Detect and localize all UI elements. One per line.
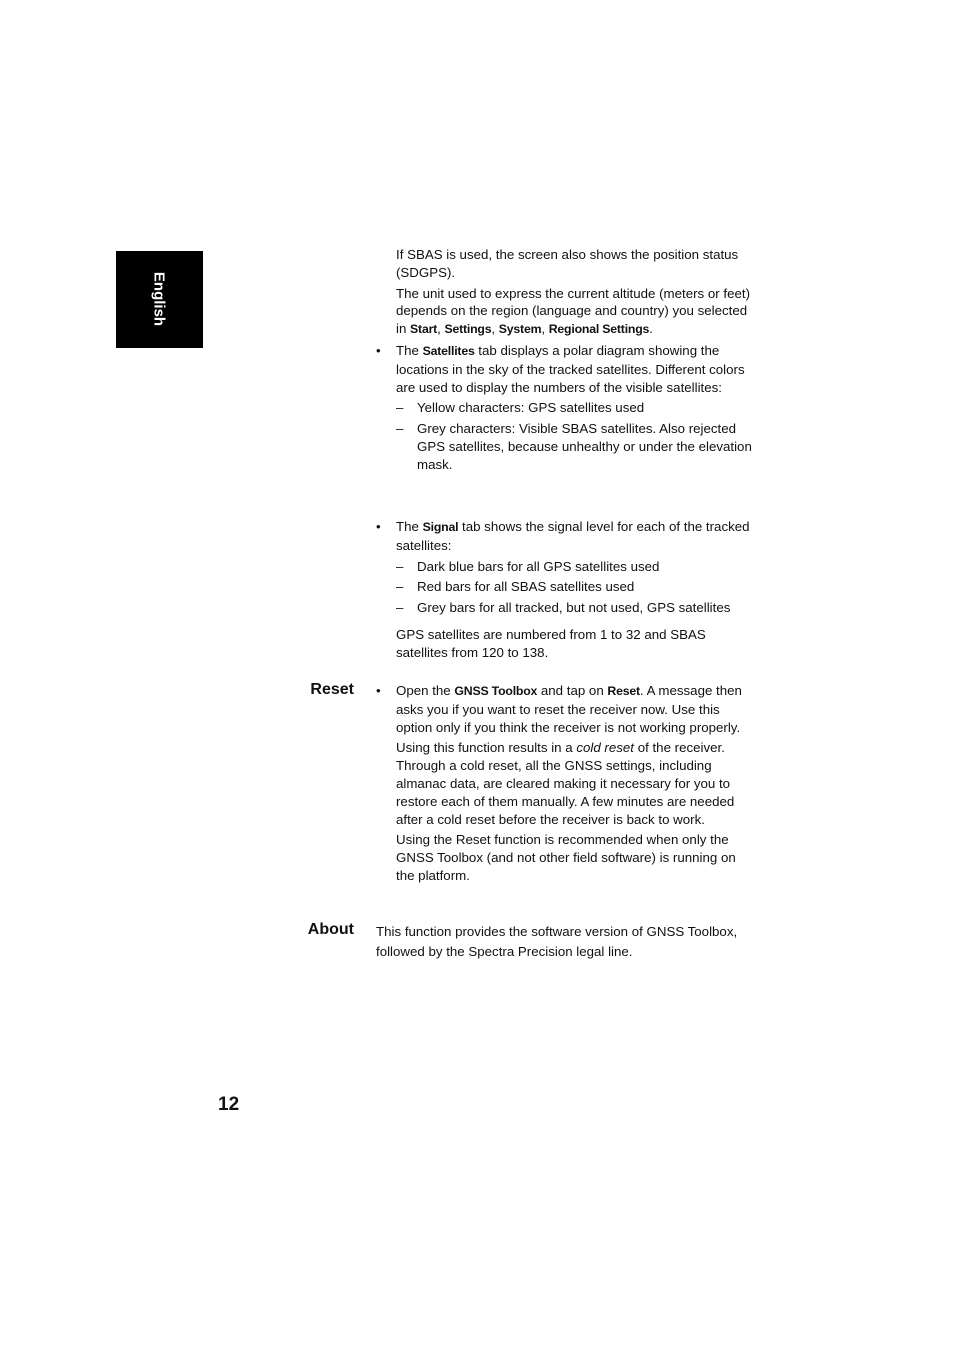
reset-recommendation-paragraph: Using the Reset function is recommended when only the GNSS Toolbox (and not other field software) is running on the platform. <box>396 832 736 883</box>
list-item: – Grey characters: Visible SBAS satellites. Also rejected GPS satellites, because unhealthy or under the elevation mask. <box>396 421 752 472</box>
list-item: – Yellow characters: GPS satellites used <box>396 400 645 416</box>
reset-bullet: • Open the GNSS Toolbox and tap on Reset. A message then asks you if you want to reset the receiver now. Use this option only if you think the receiver is not working properly. <box>376 683 742 735</box>
satellites-bullet: • The Satellites tab displays a polar diagram showing the locations in the sky of the tracked satellites. Different colors are used to display the numbers of the visible satellites: <box>376 342 745 395</box>
language-tab-label: English <box>150 271 168 327</box>
menu-regional-settings: Regional Settings <box>548 322 650 337</box>
sbas-paragraph: If SBAS is used, the screen also shows the position status (SDGPS). <box>396 247 739 280</box>
signal-bullet: • The Signal tab shows the signal level for each of the tracked satellites: <box>376 519 750 553</box>
language-tab <box>116 251 203 348</box>
position-status-section <box>376 246 756 474</box>
cold-reset-paragraph: Using this function results in a cold reset of the receiver. Through a cold reset, all the GNSS settings, including almanac data, are cleared making it necessary for you to restore each of them manually. A few minutes are needed after a cold reset before the receiver is back to work. <box>396 740 735 827</box>
bullet-marker: • <box>376 342 381 358</box>
about-section <box>376 922 756 962</box>
reset-heading: Reset <box>310 681 354 698</box>
gnss-toolbox-name: GNSS Toolbox <box>454 684 538 698</box>
list-item: – Red bars for all SBAS satellites used <box>396 579 635 595</box>
bullet-marker: • <box>376 683 381 698</box>
about-heading: About <box>307 921 354 938</box>
reset-section <box>376 682 756 885</box>
menu-settings: Settings <box>444 322 492 337</box>
signal-section <box>376 518 756 662</box>
menu-system: System <box>498 322 542 337</box>
list-item: – Grey bars for all tracked, but not used, GPS satellites <box>396 600 731 616</box>
menu-start: Start <box>410 322 438 337</box>
satellites-tab-name: Satellites <box>422 343 475 358</box>
reset-command-name: Reset <box>607 684 640 698</box>
bullet-marker: • <box>376 519 381 534</box>
list-item: – Dark blue bars for all GPS satellites used <box>396 558 660 574</box>
satellite-numbering-note: GPS satellites are numbered from 1 to 32 and SBAS satellites from 120 to 138. <box>396 626 706 660</box>
altitude-unit-paragraph: The unit used to express the current altitude (meters or feet) depends on the region (language and country) you selected in Start, Settings, System, Regional Settings. <box>396 285 751 337</box>
cold-reset-term: cold reset <box>576 740 634 756</box>
page-number: 12 <box>218 1094 240 1115</box>
about-paragraph: This function provides the software version of GNSS Toolbox, followed by the Spectra Precision legal line. <box>376 924 738 959</box>
signal-tab-name: Signal <box>422 520 459 534</box>
